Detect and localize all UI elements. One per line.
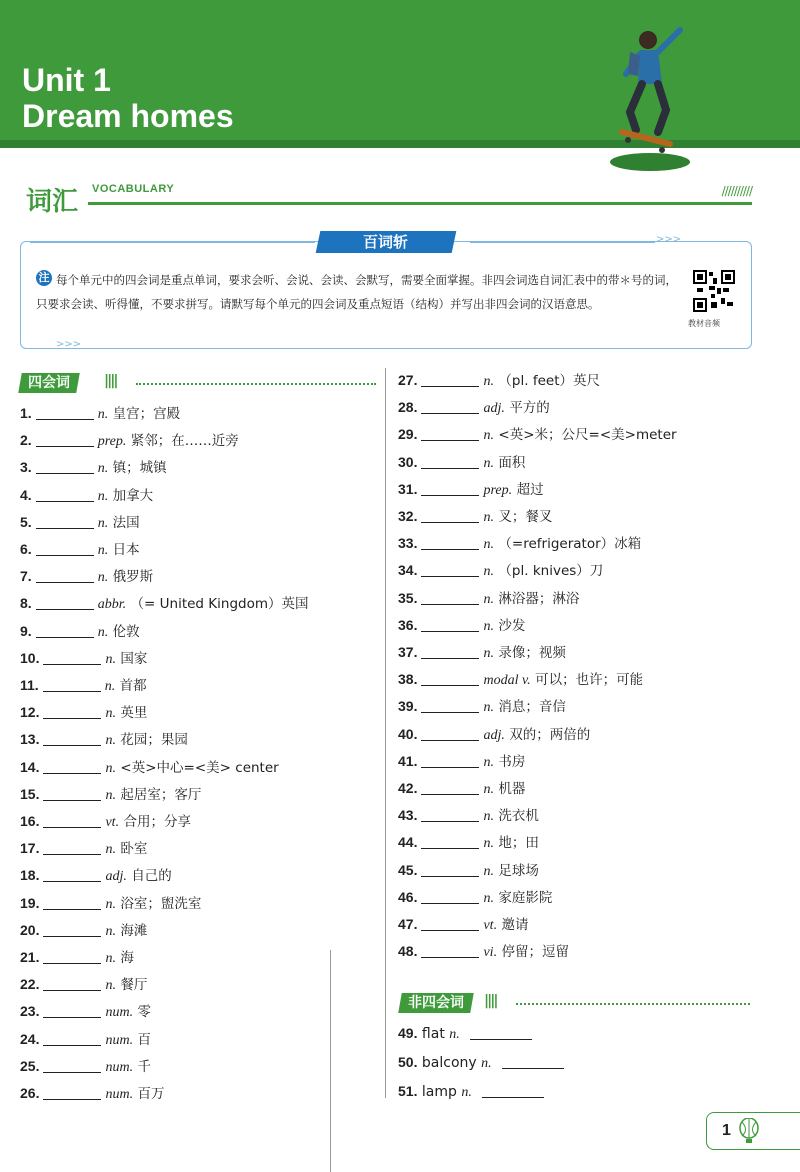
item-number: 25. (20, 1057, 40, 1074)
meaning: 自己的 (131, 868, 172, 885)
answer-blank[interactable] (43, 731, 101, 746)
item-number: 50. (398, 1054, 418, 1070)
answer-blank[interactable] (36, 459, 94, 474)
section-tag-non-four-skill-label: 非四会词 (408, 995, 464, 1011)
answer-blank[interactable] (421, 726, 479, 741)
part-of-speech: n. (483, 863, 494, 879)
part-of-speech: n. (483, 374, 494, 389)
unit-name: Dream homes (22, 98, 234, 134)
answer-blank[interactable] (421, 617, 479, 632)
item-number: 18. (20, 867, 40, 884)
part-of-speech: n. (105, 978, 116, 994)
meaning: 录像；视频 (498, 645, 566, 661)
answer-blank[interactable] (421, 454, 479, 469)
item-number: 9. (20, 622, 32, 639)
part-of-speech: n. (97, 624, 109, 640)
section-tag-four-skill (18, 373, 80, 393)
meaning: 平方的 (509, 400, 550, 417)
vocab-item (398, 913, 529, 935)
item-number: 34. (398, 562, 418, 579)
meaning: 停留；逗留 (501, 944, 570, 961)
part-of-speech: n. (483, 890, 494, 906)
dotted-rule (136, 383, 376, 385)
meaning: 地；田 (498, 835, 539, 852)
vocab-item (20, 973, 147, 995)
vocab-item (398, 369, 600, 391)
vocab-item (20, 647, 147, 669)
meaning: 紧邻；在……近旁 (130, 433, 239, 450)
item-number: 22. (20, 976, 40, 993)
item-number: 37. (398, 644, 418, 660)
meaning: 卧室 (120, 841, 148, 858)
part-of-speech: n. (483, 782, 494, 797)
answer-blank[interactable] (421, 399, 479, 414)
item-number: 13. (20, 731, 40, 748)
answer-blank[interactable] (43, 895, 101, 910)
vocab-item (20, 728, 188, 750)
meaning: 书房 (498, 753, 526, 770)
item-number: 10. (20, 649, 40, 666)
part-of-speech: n. (105, 760, 116, 776)
meaning: 千 (137, 1058, 152, 1075)
meaning: 消息；音信 (498, 699, 566, 716)
vocab-item (20, 674, 147, 696)
part-of-speech: n. (105, 787, 116, 803)
item-number: 35. (398, 589, 418, 606)
answer-blank[interactable] (43, 704, 101, 719)
column-divider-lower (330, 950, 331, 1172)
vocab-item (398, 723, 590, 745)
vocab-item (20, 620, 140, 642)
answer-blank[interactable] (421, 834, 479, 849)
part-of-speech: n. (105, 842, 116, 858)
vocab-item (398, 886, 552, 908)
item-number: 7. (20, 568, 32, 585)
item-number: 3. (20, 459, 32, 476)
part-of-speech: n. (483, 618, 494, 634)
part-of-speech: n. (97, 543, 109, 558)
meaning: 足球场 (498, 862, 539, 879)
word: lamp (421, 1084, 457, 1100)
vocab-item (20, 919, 147, 941)
vocab-item (20, 565, 153, 587)
meaning: 洗衣机 (498, 808, 539, 825)
item-number: 20. (20, 921, 40, 938)
item-number: 5. (20, 513, 32, 530)
answer-blank[interactable] (43, 1058, 101, 1073)
vocabulary-rule (88, 202, 752, 205)
vocab-item (398, 587, 579, 609)
answer-blank[interactable] (36, 595, 94, 610)
part-of-speech: num. (105, 1005, 134, 1021)
answer-blank[interactable] (421, 508, 479, 523)
part-of-speech: n. (105, 896, 116, 912)
part-of-speech: adj. (105, 869, 127, 885)
item-number: 11. (20, 677, 39, 693)
answer-blank[interactable] (43, 1003, 101, 1018)
meaning: 镇；城镇 (112, 460, 167, 477)
item-number: 28. (398, 399, 418, 416)
answer-blank[interactable] (421, 372, 479, 387)
part-of-speech: n. (483, 646, 494, 661)
bars-decoration: |||| (104, 373, 117, 389)
item-number: 38. (398, 671, 418, 688)
part-of-speech: n. (483, 591, 494, 607)
section-tag-non-four-skill (398, 993, 474, 1013)
item-number: 42. (398, 780, 418, 796)
answer-blank[interactable] (421, 698, 479, 713)
item-number: 6. (20, 541, 32, 557)
answer-blank[interactable] (482, 1083, 544, 1098)
part-of-speech: n. (104, 679, 116, 694)
column-divider (385, 368, 386, 1098)
meaning: 机器 (498, 781, 526, 797)
meaning: 超过 (516, 481, 544, 498)
note-tag (316, 231, 457, 253)
part-of-speech: adj. (483, 401, 505, 417)
vocab-item (398, 423, 677, 445)
item-number: 12. (20, 704, 40, 721)
vocab-item (20, 484, 153, 506)
vocab-item (20, 1028, 151, 1050)
answer-blank[interactable] (421, 807, 479, 822)
part-of-speech: n. (97, 515, 109, 531)
meaning: 合用；分享 (123, 814, 192, 830)
vocab-item (20, 701, 147, 723)
answer-blank[interactable] (421, 862, 479, 877)
answer-blank[interactable] (421, 426, 479, 441)
qr-label: 教材音频 (688, 319, 720, 328)
item-number: 48. (398, 943, 418, 960)
item-number: 15. (20, 785, 40, 802)
meaning: 海 (120, 950, 134, 966)
answer-blank[interactable] (43, 786, 101, 801)
item-number: 14. (20, 758, 40, 775)
vocab-item (20, 837, 147, 859)
answer-blank[interactable] (421, 889, 479, 904)
vocab-item (398, 559, 603, 581)
answer-blank[interactable] (421, 644, 479, 659)
vocab-item (398, 804, 539, 826)
meaning: 邀请 (501, 917, 529, 933)
vocab-item (20, 456, 167, 478)
meaning: 双的；两倍的 (509, 726, 591, 743)
part-of-speech: num. (105, 1032, 134, 1048)
meaning: 百万 (137, 1086, 165, 1102)
meaning: 面积 (498, 454, 526, 471)
part-of-speech: n. (483, 700, 494, 716)
part-of-speech: n. (483, 809, 494, 825)
meaning: 零 (137, 1004, 152, 1021)
vocabulary-heading-cn: 词汇 (26, 187, 79, 217)
answer-blank[interactable] (43, 922, 101, 937)
vocab-item (20, 538, 140, 560)
part-of-speech: prep. (97, 434, 127, 450)
item-number: 21. (20, 949, 40, 965)
hatch-decoration: ////////// (721, 184, 752, 198)
answer-blank[interactable] (43, 867, 101, 882)
word: flat (421, 1026, 445, 1042)
part-of-speech: n. (483, 428, 494, 444)
meaning: 起居室；客厅 (120, 786, 202, 803)
dotted-rule (516, 1003, 750, 1005)
item-number: 43. (398, 807, 418, 824)
part-of-speech: n. (483, 836, 494, 852)
meaning: （=refrigerator）冰箱 (498, 536, 642, 553)
answer-blank[interactable] (470, 1025, 532, 1040)
note-rule-right (470, 242, 655, 243)
part-of-speech: n. (483, 510, 494, 525)
answer-blank[interactable] (36, 432, 94, 447)
part-of-speech: adj. (483, 727, 505, 743)
part-of-speech: num. (105, 1059, 134, 1075)
part-of-speech: n. (97, 461, 109, 477)
part-of-speech: modal v. (483, 673, 531, 689)
item-number: 32. (398, 508, 418, 524)
answer-blank[interactable] (421, 753, 479, 768)
answer-blank[interactable] (36, 514, 94, 529)
meaning: 俄罗斯 (112, 569, 154, 586)
meaning: 浴室；盥洗室 (120, 895, 202, 912)
part-of-speech: abbr. (97, 597, 127, 613)
vocab-item (20, 946, 134, 968)
vocab-item (398, 831, 539, 853)
answer-blank[interactable] (421, 481, 479, 496)
qr-code-icon[interactable] (693, 270, 735, 312)
meaning: （= United Kingdom）英国 (130, 596, 309, 613)
item-number: 30. (398, 453, 418, 470)
item-number: 8. (20, 595, 32, 612)
vocab-item (398, 532, 641, 554)
part-of-speech: vt. (105, 815, 120, 830)
vocab-item (398, 614, 525, 636)
item-number: 40. (398, 725, 418, 742)
item-number: 1. (20, 405, 32, 421)
item-number: 19. (20, 894, 40, 911)
vocab-item (398, 750, 525, 772)
vocabulary-heading-en: VOCABULARY (92, 183, 175, 195)
item-number: 45. (398, 861, 418, 878)
item-number: 51. (398, 1083, 418, 1099)
meaning: 加拿大 (112, 487, 154, 504)
answer-blank[interactable] (421, 590, 479, 605)
vocab-item (20, 429, 239, 451)
meaning: 海滩 (120, 922, 148, 939)
item-number: 26. (20, 1085, 40, 1101)
answer-blank[interactable] (36, 405, 94, 420)
item-number: 46. (398, 888, 418, 905)
word: balcony (421, 1055, 477, 1071)
part-of-speech: n. (461, 1085, 472, 1100)
vocab-item (20, 511, 140, 533)
unit-title (22, 62, 234, 134)
item-number: 31. (398, 480, 418, 497)
meaning: 伦敦 (112, 623, 140, 640)
part-of-speech: n. (483, 537, 494, 553)
part-of-speech: n. (481, 1056, 492, 1071)
item-number: 39. (398, 698, 418, 715)
meaning: （pl. feet）英尺 (498, 373, 600, 389)
vocab-item (398, 859, 539, 881)
item-number: 29. (398, 426, 418, 443)
vocab-item (398, 695, 566, 717)
bars-decoration: |||| (484, 993, 497, 1009)
answer-blank[interactable] (421, 562, 479, 577)
chevrons-icon: >>> (656, 234, 682, 245)
part-of-speech: n. (483, 564, 494, 580)
vocab-item (398, 940, 569, 962)
skateboarder-illustration (600, 12, 710, 172)
meaning: 法国 (112, 514, 140, 531)
answer-blank[interactable] (43, 1085, 101, 1100)
part-of-speech: vi. (483, 945, 498, 961)
vocab-item (20, 783, 201, 805)
part-of-speech: vt. (483, 918, 498, 933)
answer-blank[interactable] (43, 650, 101, 665)
meaning: （pl. knives）刀 (498, 563, 604, 580)
unit-label: Unit 1 (22, 62, 111, 98)
meaning: 日本 (112, 542, 140, 558)
answer-blank[interactable] (36, 568, 94, 583)
vocab-item (398, 641, 566, 663)
item-number: 41. (398, 752, 418, 769)
vocab-item (398, 1022, 536, 1044)
meaning: <英>中心=<美> center (120, 759, 279, 776)
item-number: 33. (398, 535, 418, 552)
part-of-speech: n. (97, 488, 109, 504)
item-number: 2. (20, 432, 32, 449)
answer-blank[interactable] (36, 541, 94, 556)
meaning: 淋浴器；淋浴 (498, 590, 580, 607)
vocab-item (398, 478, 544, 500)
vocab-item (398, 396, 550, 418)
meaning: 英里 (120, 705, 148, 722)
answer-blank[interactable] (502, 1054, 564, 1069)
answer-blank[interactable] (43, 840, 101, 855)
meaning: <英>米；公尺=<美>meter (498, 427, 677, 444)
part-of-speech: n. (105, 923, 116, 939)
meaning: 皇宫；宫殿 (112, 406, 181, 422)
answer-blank[interactable] (421, 671, 479, 686)
answer-blank[interactable] (36, 623, 94, 638)
part-of-speech: n. (483, 455, 494, 471)
answer-blank[interactable] (421, 916, 479, 931)
item-number: 49. (398, 1025, 418, 1041)
part-of-speech: n. (97, 407, 109, 422)
answer-blank[interactable] (421, 943, 479, 958)
item-number: 27. (398, 372, 418, 388)
note-tag-label: 百词斩 (363, 233, 409, 251)
meaning: 家庭影院 (498, 889, 553, 906)
note-rule-left (30, 242, 315, 243)
meaning: 国家 (120, 650, 148, 667)
vocab-item (20, 402, 180, 424)
vocab-item (398, 1080, 548, 1102)
part-of-speech: n. (483, 754, 494, 770)
item-number: 47. (398, 916, 418, 932)
answer-blank[interactable] (43, 1031, 101, 1046)
meaning: 沙发 (498, 617, 526, 634)
answer-blank[interactable] (43, 813, 101, 828)
section-tag-four-skill-label: 四会词 (28, 375, 70, 391)
note-text: 每个单元中的四会词是重点单词，要求会听、会说、会读、会默写，需要全面掌握。非四会词选自词汇表中的带＊号的词，只要求会读、听得懂，不要求拼写。请默写每个单元的四会词及重点短语（结构）并写出非四会词的汉语意思。 (36, 273, 677, 311)
part-of-speech: n. (105, 706, 116, 722)
part-of-speech: n. (449, 1027, 460, 1042)
item-number: 23. (20, 1003, 40, 1020)
meaning: 花园；果园 (120, 732, 188, 749)
part-of-speech: prep. (483, 482, 513, 498)
vocab-item (398, 451, 525, 473)
meaning: 首都 (119, 678, 147, 694)
meaning: 百 (137, 1031, 152, 1048)
answer-blank[interactable] (43, 976, 101, 991)
item-number: 4. (20, 486, 32, 503)
item-number: 17. (20, 840, 40, 857)
vocab-item (20, 1082, 165, 1104)
note-icon: 注 (36, 270, 52, 286)
vocab-item (20, 592, 309, 614)
answer-blank[interactable] (43, 949, 101, 964)
vocab-item (398, 668, 643, 690)
vocab-item (20, 810, 191, 832)
item-number: 44. (398, 834, 418, 851)
item-number: 24. (20, 1030, 40, 1047)
vocab-item (20, 1055, 151, 1077)
part-of-speech: num. (105, 1087, 134, 1102)
item-number: 16. (20, 813, 40, 829)
chevrons-icon: >>> (56, 339, 82, 350)
balloon-icon (738, 1118, 760, 1144)
vocab-item (20, 864, 172, 886)
answer-blank[interactable] (421, 535, 479, 550)
part-of-speech: n. (105, 951, 116, 966)
page-number: 1 (722, 1122, 731, 1139)
answer-blank[interactable] (43, 759, 101, 774)
vocab-item (398, 777, 525, 799)
part-of-speech: n. (105, 651, 116, 667)
vocab-item (20, 1000, 151, 1022)
item-number: 36. (398, 616, 418, 633)
part-of-speech: n. (97, 570, 109, 586)
answer-blank[interactable] (43, 677, 101, 692)
answer-blank[interactable] (36, 487, 94, 502)
vocab-item (20, 892, 201, 914)
vocab-item (398, 505, 552, 527)
answer-blank[interactable] (421, 780, 479, 795)
meaning: 餐厅 (120, 977, 148, 994)
meaning: 可以；也许；可能 (535, 672, 644, 689)
meaning: 叉；餐叉 (498, 509, 553, 525)
vocab-item (20, 756, 279, 778)
part-of-speech: n. (105, 733, 116, 749)
vocabulary-heading (20, 175, 752, 215)
vocab-item (398, 1051, 568, 1073)
